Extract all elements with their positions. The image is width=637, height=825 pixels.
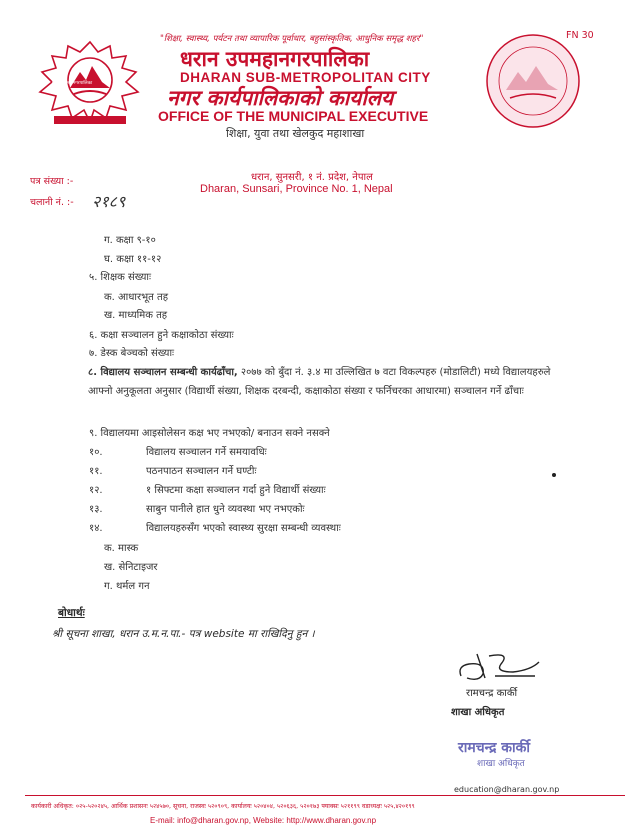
list-item: ख. माध्यमिक तह (104, 310, 168, 321)
item-text: साबुन पानीले हात धुने व्यवस्था भए नभएकोः (146, 504, 305, 515)
address-nepali: धरान, सुनसरी, १ नं. प्रदेश, नेपाल (251, 172, 373, 183)
paragraph-8 (88, 364, 564, 401)
title-english: DHARAN SUB-METROPOLITAN CITY (180, 70, 431, 85)
emblem-caption: धरान उपमहानगरपालिका (51, 81, 93, 86)
dispatch-no-value: २१८९ (92, 192, 126, 211)
footer-web: E-mail: info@dharan.gov.np, Website: http://www.dharan.gov.np (150, 816, 377, 825)
list-item: घ. कक्षा ११-१२ (104, 254, 162, 265)
city-seal (484, 32, 582, 130)
list-item: ९. विद्यालयमा आइसोलेसन कक्ष भए नभएको/ बनाउन सक्ने नसक्ने (89, 428, 330, 439)
office-english: OFFICE OF THE MUNICIPAL EXECUTIVE (158, 108, 429, 124)
letter-no-label: पत्र संख्या :- (30, 176, 74, 187)
paragraph-8-text: २०७७ को बुँदा नं. ३.४ मा उल्लिखित ७ वटा विकल्पहरु (मोडालिटी) मध्ये विद्यालयहरुले आफ्नो अनुकूलता अनुसार (विद्यार्थी संख्या, शिक्षक दरबन्दी, कक्षाकोठा संख्या र फर्निचरका आधारमा) सञ्चालन गर्ने ढाँचाः (88, 367, 551, 397)
item-text: विद्यालयहरुसँग भएको स्वास्थ्य सुरक्षा सम्बन्धी व्यवस्थाः (146, 523, 341, 534)
footer-divider (25, 795, 625, 796)
list-item: क. मास्क (104, 543, 139, 554)
item-number: १२. (89, 485, 103, 496)
title-nepali: धरान उपमहानगरपालिका (180, 47, 370, 71)
item-number: ११. (89, 466, 103, 477)
margin-dot (552, 473, 556, 477)
dispatch-no-label: चलानी नं. :- (30, 197, 74, 208)
cc-heading: बोधार्थः (58, 607, 85, 619)
item-text: विद्यालय सञ्चालन गर्ने समयावधिः (146, 447, 267, 458)
office-nepali: नगर कार्यपालिकाको कार्यालय (167, 86, 394, 110)
list-item: ७. डेस्क बेञ्चको संख्याः (89, 348, 175, 359)
item-number: १४. (89, 523, 103, 534)
list-item: ५. शिक्षक संख्याः (89, 272, 151, 283)
item-text: १ सिफ्टमा कक्षा सञ्चालन गर्दा हुने विद्यार्थी संख्याः (146, 485, 326, 496)
list-item: क. आधारभूत तह (104, 292, 169, 303)
list-item: ख. सेनिटाइजर (104, 562, 158, 573)
form-code: FN 30 (566, 30, 594, 41)
paragraph-8-lead: ८. विद्यालय सञ्चालन सम्बन्धी कार्यढाँचा, (88, 367, 238, 378)
item-number: १०. (89, 447, 103, 458)
signature-scribble (455, 648, 545, 684)
address-english: Dharan, Sunsari, Province No. 1, Nepal (200, 183, 393, 195)
stamp-name: रामचन्द्र कार्की (458, 740, 531, 756)
list-item: ६. कक्षा सञ्चालन हुने कक्षाकोठा संख्याः (89, 330, 234, 341)
cc-text: श्री सूचना शाखा, धरान उ.म.न.पा.- पत्र website मा राखिदिनु हुन । (52, 628, 315, 640)
email-stamp: education@dharan.gov.np (454, 785, 560, 794)
item-number: १३. (89, 504, 103, 515)
footer-phones: कार्यकारी अधिकृत: ०२५-५२०२४५, आर्थिक प्रशासनः ५२४५७०, सूचना, राजस्वः ५२०९०९, कार्यालयः ५२०४०४, ५२०६३६, ५२०१७३ फ्याक्सः ५२११९९ वडाध्यक्षः ५२५,४२०१९९ (31, 803, 415, 810)
item-text: पठनपाठन सञ्चालन गर्ने घण्टीः (146, 466, 257, 477)
motto-text: "शिक्षा, स्वास्थ्य, पर्यटन तथा व्यापारिक पूर्वाधार, बहुसांस्कृतिक, आधुनिक समृद्ध शहर" (160, 34, 424, 44)
signatory-title: शाखा अधिकृत (451, 707, 505, 718)
list-item: ग. कक्षा ९-१० (104, 235, 156, 246)
section-name: शिक्षा, युवा तथा खेलकुद महाशाखा (226, 127, 365, 140)
list-item: ग. थर्मल गन (104, 581, 150, 592)
signatory-name: रामचन्द्र कार्की (466, 688, 518, 699)
stamp-title: शाखा अधिकृत (477, 759, 525, 769)
